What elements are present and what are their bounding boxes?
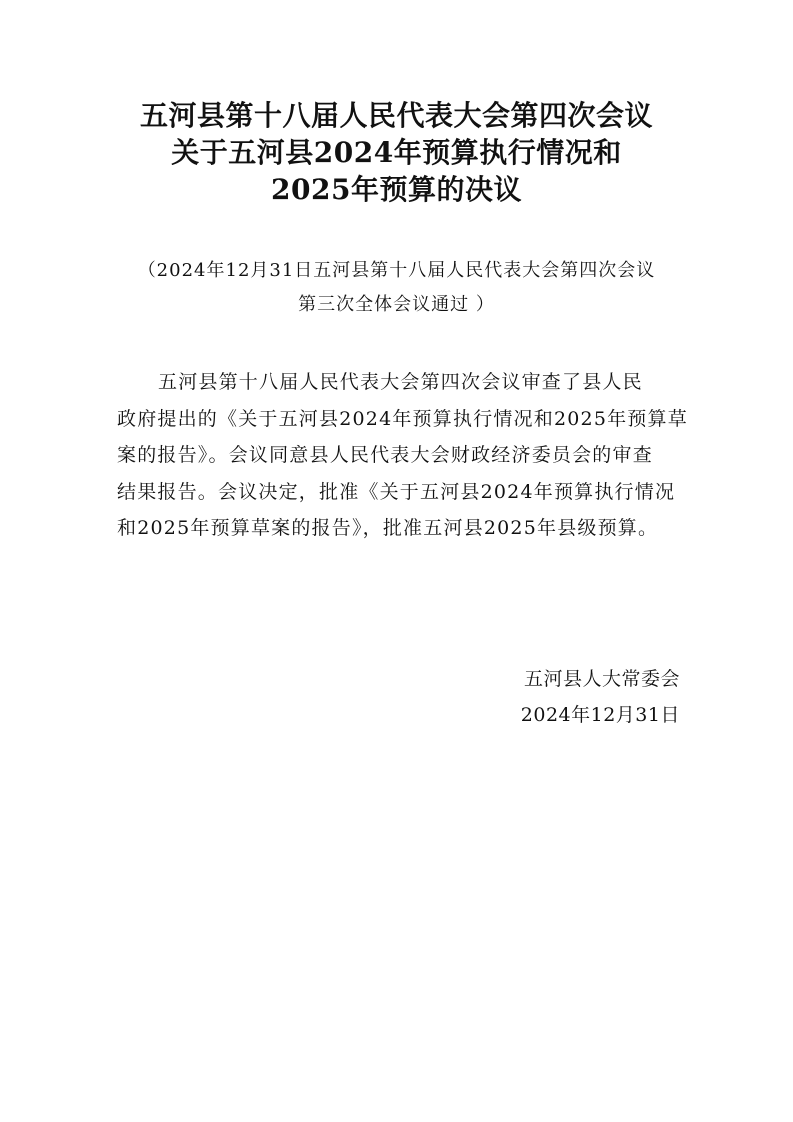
title-line-2: 关于五河县2024年预算执行情况和 <box>171 136 622 169</box>
body-line-3: 案的报告》。会议同意县人民代表大会财政经济委员会的审查 <box>117 444 653 466</box>
adoption-note-line-1: （2024年12月31日五河县第十八届人民代表大会第四次会议 <box>137 260 656 281</box>
resolution-body <box>117 364 688 547</box>
signature-block <box>521 661 680 733</box>
document-title <box>0 97 793 208</box>
title-line-1: 五河县第十八届人民代表大会第四次会议 <box>139 99 653 132</box>
body-line-2: 政府提出的《关于五河县2024年预算执行情况和2025年预算草 <box>117 407 688 430</box>
body-line-4: 结果报告。会议决定，批准《关于五河县2024年预算执行情况 <box>117 480 676 503</box>
title-line-3: 2025年预算的决议 <box>271 173 522 206</box>
body-line-1: 五河县第十八届人民代表大会第四次会议审查了县人民 <box>158 371 643 393</box>
adoption-note <box>0 254 793 322</box>
signature-organization: 五河县人大常委会 <box>523 668 680 690</box>
signature-date: 2024年12月31日 <box>520 704 680 726</box>
adoption-note-line-2: 第三次全体会议通过 ） <box>298 294 495 315</box>
body-line-5: 和2025年预算草案的报告》，批准五河县2025年县级预算。 <box>117 517 659 539</box>
